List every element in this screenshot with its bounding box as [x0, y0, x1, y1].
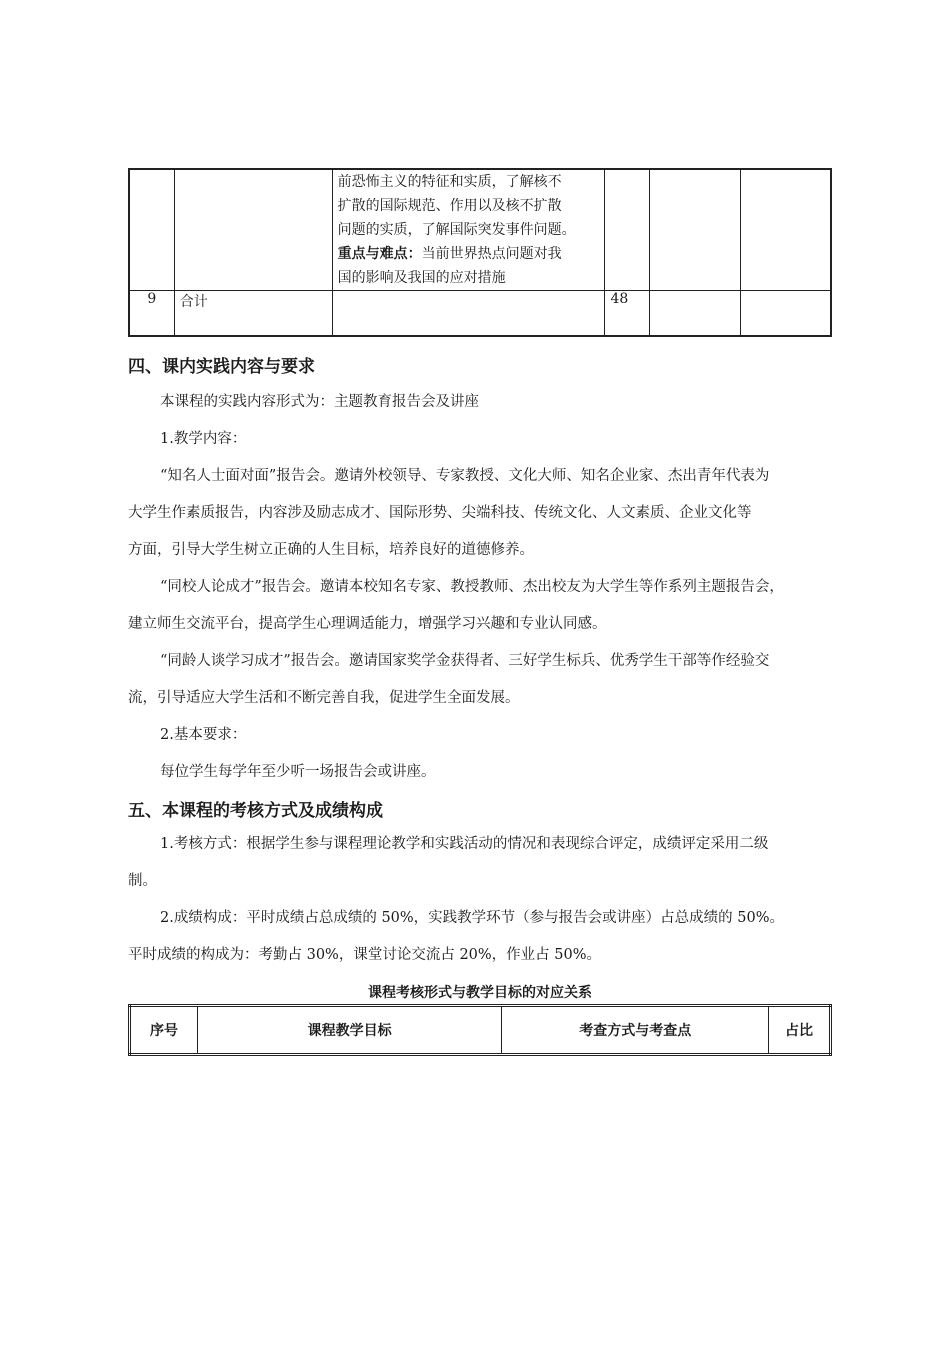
column-header-method: 考查方式与考查点: [502, 1006, 769, 1055]
paragraph-line: 流，引导适应大学生活和不断完善自我，促进学生全面发展。: [128, 690, 520, 706]
paragraph: 2.基本要求：: [160, 727, 247, 743]
table-cell-no: [129, 169, 174, 291]
table-cell-empty: [740, 169, 831, 291]
paragraph-line: 大学生作素质报告，内容涉及励志成才、国际形势、尖端科技、传统文化、人文素质、企业文化等: [128, 505, 752, 521]
section-heading-practice: 四、课内实践内容与要求: [128, 357, 315, 377]
column-header-number: 序号: [130, 1006, 198, 1055]
paragraph-line: 建立师生交流平台，提高学生心理调适能力，增强学习兴趣和专业认同感。: [128, 616, 607, 632]
course-schedule-table: [128, 168, 832, 337]
paragraph-line: “同龄人谈学习成才”报告会。邀请国家奖学金获得者、三好学生标兵、优秀学生干部等作经验交: [160, 653, 770, 669]
table-cell-empty: [650, 169, 740, 291]
table-cell-content: [332, 169, 605, 291]
table-cell-empty: [740, 291, 831, 337]
paragraph: 本课程的实践内容形式为：主题教育报告会及讲座: [160, 394, 479, 410]
table-title: 课程考核形式与教学目标的对应关系: [368, 985, 592, 1001]
key-points-label: 重点与难点：: [337, 246, 422, 262]
content-line: [338, 242, 600, 266]
paragraph: 每位学生每学年至少听一场报告会或讲座。: [160, 764, 436, 780]
column-header-ratio: 占比: [769, 1006, 831, 1055]
paragraph-line: 制。: [128, 873, 157, 889]
table-cell-topic: [174, 169, 332, 291]
paragraph-line: 1.考核方式：根据学生参与课程理论教学和实践活动的情况和表现综合评定，成绩评定采用二级: [160, 836, 769, 852]
assessment-mapping-table: [128, 1004, 832, 1056]
total-row-hours: 48: [605, 291, 650, 337]
content-line: 问题的实质，了解国际突发事件问题。: [337, 222, 576, 238]
table-row-total: [129, 291, 831, 337]
table-cell-empty: [650, 291, 740, 337]
paragraph: 1.教学内容：: [160, 431, 247, 447]
table-row: [129, 169, 831, 291]
content-line: 国的影响及我国的应对措施: [337, 270, 506, 286]
total-row-number: 9: [129, 291, 174, 337]
total-row-label: 合计: [174, 291, 332, 337]
key-points-text: 当前世界热点问题对我: [421, 246, 562, 262]
paragraph-line: 平时成绩的构成为：考勤占 30%，课堂讨论交流占 20%，作业占 50%。: [128, 947, 602, 963]
paragraph-line: “知名人士面对面”报告会。邀请外校领导、专家教授、文化大师、知名企业家、杰出青年代表为: [160, 468, 770, 484]
section-heading-assessment: 五、本课程的考核方式及成绩构成: [128, 801, 383, 821]
column-header-objective: 课程教学目标: [197, 1006, 502, 1055]
paragraph-line: 2.成绩构成：平时成绩占总成绩的 50%，实践教学环节（参与报告会或讲座）占总成绩的 50%。: [160, 910, 785, 926]
table-header-row: [130, 1006, 831, 1055]
table-cell-hours: [605, 169, 650, 291]
paragraph-line: “同校人论成才”报告会。邀请本校知名专家、教授教师、杰出校友为大学生等作系列主题报告会，: [160, 579, 784, 595]
paragraph-line: 方面，引导大学生树立正确的人生目标，培养良好的道德修养。: [128, 542, 534, 558]
content-line: 前恐怖主义的特征和实质，了解核不: [337, 174, 562, 190]
content-line: 扩散的国际规范、作用以及核不扩散: [337, 198, 562, 214]
table-cell-empty: [332, 291, 605, 337]
